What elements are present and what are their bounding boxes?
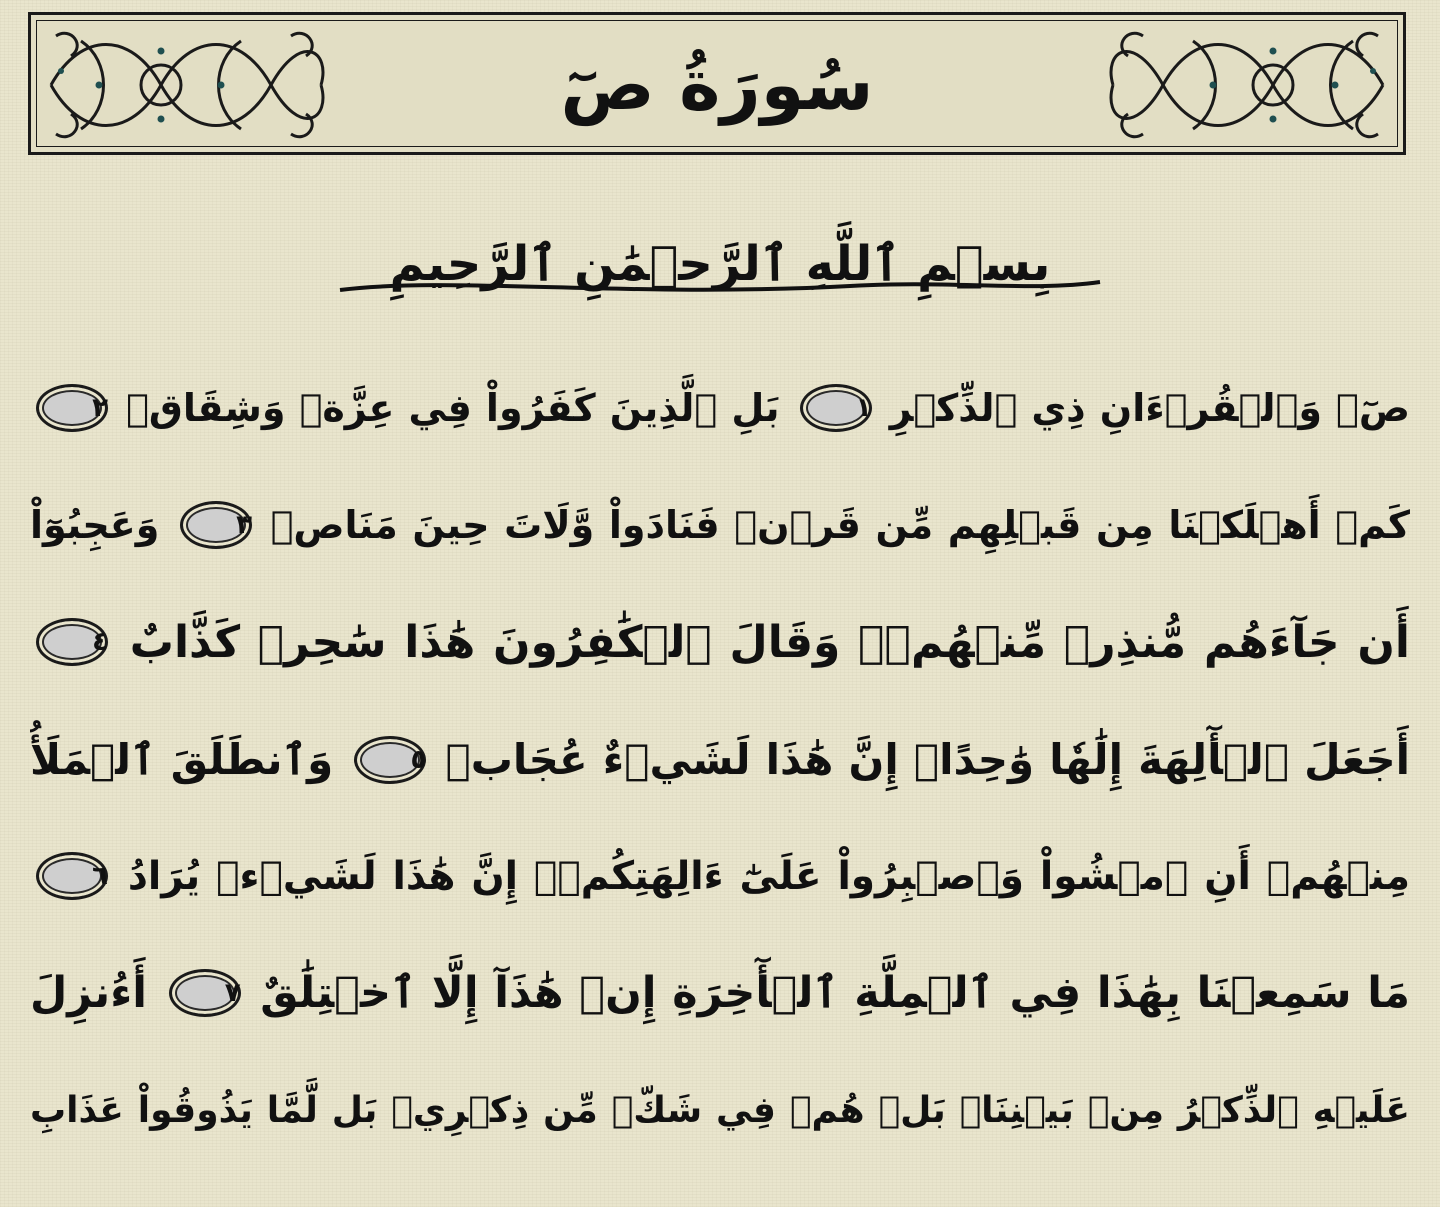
verse-text: أَجَعَلَ ٱلۡأٓلِهَةَ إِلَٰهٗا وَٰحِدًاۖ إِنَّ هَٰذَا لَشَيۡءٌ عُجَابٞ [445, 735, 1410, 784]
verse-text-block [30, 350, 1410, 1169]
ayah-number: ٧ [224, 977, 241, 1008]
basmala: بِسۡمِ ٱللَّهِ ٱلرَّحۡمَٰنِ ٱلرَّحِيمِ [389, 236, 1051, 292]
ayah-number-marker [180, 501, 250, 547]
verse-text: وَعَجِبُوٓاْ [30, 503, 160, 547]
verse-text: مِنۡهُمۡ أَنِ ٱمۡشُواْ وَٱصۡبِرُواْ عَلَىٰٓ ءَالِهَتِكُمۡۖ إِنَّ هَٰذَا لَشَيۡءٞ يُرَادُ [127, 854, 1410, 899]
verse-line [30, 1052, 1410, 1169]
verse-line [30, 818, 1410, 935]
surah-title: سُورَةُ صٓ [560, 44, 874, 126]
ayah-number-marker [800, 384, 870, 430]
ayah-number: ٦ [92, 860, 108, 891]
verse-text: صٓۚ وَٱلۡقُرۡءَانِ ذِي ٱلذِّكۡرِ [889, 386, 1410, 430]
ayah-number: ٢ [92, 392, 108, 423]
ayah-number-marker [36, 852, 106, 898]
verse-text: مَا سَمِعۡنَا بِهَٰذَا فِي ٱلۡمِلَّةِ ٱلۡأٓخِرَةِ إِنۡ هَٰذَآ إِلَّا ٱخۡتِلَٰقٌ [260, 968, 1410, 1018]
ayah-number: ٥ [410, 744, 427, 775]
verse-line [30, 467, 1410, 584]
verse-line [30, 935, 1410, 1052]
ayah-number: ١ [855, 392, 872, 423]
verse-line [30, 350, 1410, 467]
ayah-number-marker [36, 618, 106, 664]
ayah-number: ٤ [92, 627, 108, 657]
verse-text: بَلِ ٱلَّذِينَ كَفَرُواْ فِي عِزَّةٖ وَشِقَاقٖ [126, 386, 780, 430]
ayah-number-marker [354, 736, 427, 782]
verse-text: عَلَيۡهِ ٱلذِّكۡرُ مِنۢ بَيۡنِنَاۚ بَلۡ هُمۡ فِي شَكّٖ مِّن ذِكۡرِيۚ بَل لَّمَّا يَذُوقُواْ عَذَابِ [30, 1090, 1410, 1131]
verse-text: كَمۡ أَهۡلَكۡنَا مِن قَبۡلِهِم مِّن قَرۡنٖ فَنَادَواْ وَّلَاتَ حِينَ مَنَاصٖ [270, 503, 1410, 547]
surah-header-frame [28, 12, 1406, 155]
verse-line [30, 584, 1410, 701]
basmala-flourish [330, 268, 1110, 298]
verse-text: أَءُنزِلَ [30, 968, 147, 1018]
ayah-number-marker [169, 969, 239, 1015]
ayah-number: ٣ [236, 509, 252, 540]
verse-text: أَن جَآءَهُم مُّنذِرٞ مِّنۡهُمۡۖ وَقَالَ ٱلۡكَٰفِرُونَ هَٰذَا سَٰحِرٞ كَذَّابٌ [129, 617, 1410, 668]
verse-text: وَٱنطَلَقَ ٱلۡمَلَأُ [30, 735, 334, 784]
ayah-number-marker [36, 384, 106, 430]
verse-line [30, 701, 1410, 818]
